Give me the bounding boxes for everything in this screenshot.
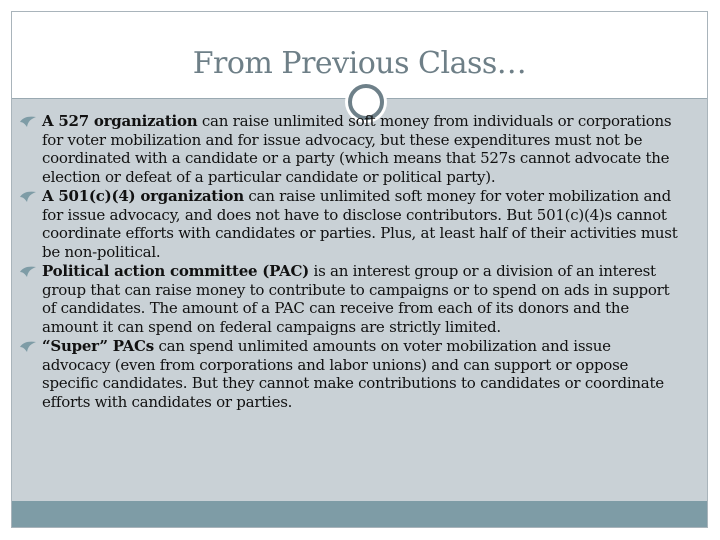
bullet-text: is an interest group or a division of an interest group that can raise money to contribute to campaigns or to spend on ads in support of candidates. The amount of a PAC can receive from each of its donors and the amount it can spend on federal campaigns are strictly limited.: [42, 262, 670, 336]
bullet-list: [18, 112, 680, 412]
bullet-arrow-icon: [19, 265, 37, 278]
bullet-arrow-icon: [19, 340, 37, 353]
bullet-term: A 501(c)(4) organization: [42, 187, 244, 205]
bullet-item-527: [18, 112, 680, 186]
bullet-arrow-icon: [19, 190, 37, 203]
bullet-item-pac: [18, 262, 680, 336]
slide-title: From Previous Class…: [192, 46, 527, 81]
footer-band: [12, 501, 707, 527]
bullet-term: “Super” PACs: [42, 337, 154, 355]
bullet-item-501c4: [18, 187, 680, 261]
bullet-text: can spend unlimited amounts on voter mobilization and issue advocacy (even from corporations and labor unions) and can support or oppose specific candidates. But they cannot make contributions to candidates or coordinate efforts with candidates or parties.: [42, 337, 664, 411]
bullet-arrow-icon: [19, 115, 37, 128]
bullet-text: can raise unlimited soft money from individuals or corporations for voter mobilization and for issue advocacy, but these expenditures must not be coordinated with a candidate or a party (which means that 527s cannot advocate the election or defeat of a particular candidate or political party).: [42, 112, 672, 186]
bullet-item-super-pac: [18, 337, 680, 411]
bullet-term: A 527 organization: [42, 112, 198, 130]
bullet-term: Political action committee (PAC): [42, 262, 309, 280]
bullet-text: can raise unlimited soft money for voter mobilization and for issue advocacy, and does not have to disclose contributors. But 501(c)(4)s cannot coordinate efforts with candidates or parties. Plus, at least half of their activities must be non-political.: [42, 187, 678, 261]
